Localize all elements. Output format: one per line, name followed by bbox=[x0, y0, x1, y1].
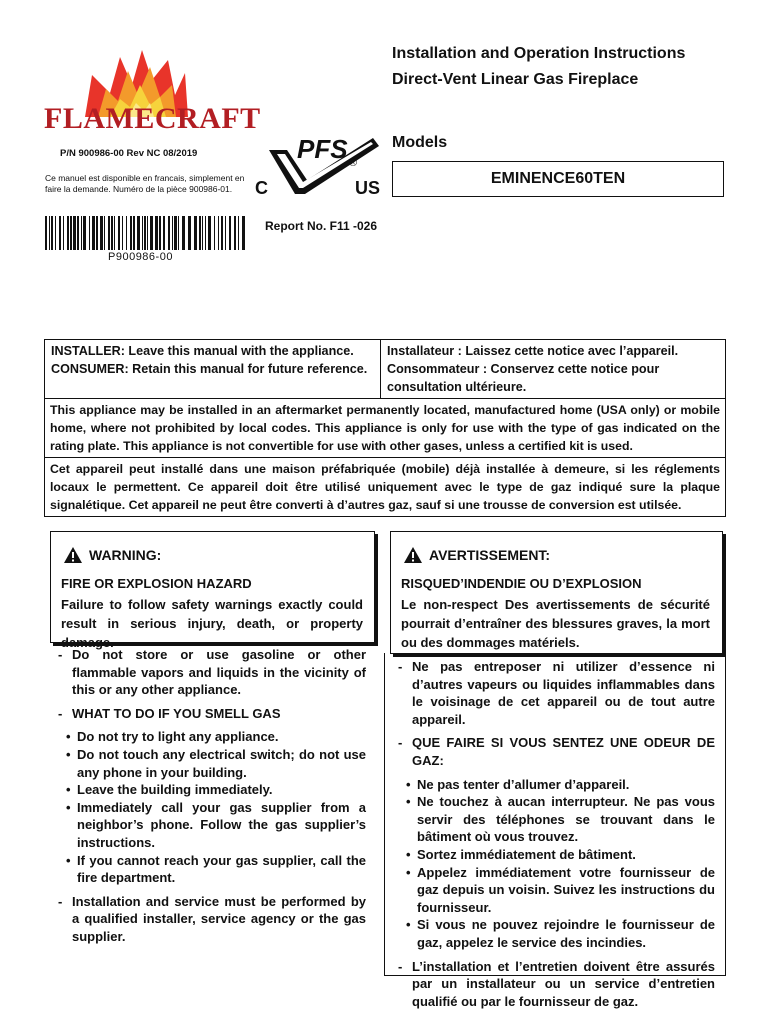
list-item-text: L’installation et l’entretien doivent être assurés par un installateur ou un service d’entretien qualifié ou par le fournisseur de gaz. bbox=[412, 958, 715, 1009]
manufactured-home-notice-fr: Cet appareil peut installé dans une maison préfabriquée (mobile) déjà installée à demeure, si les réglements locaux le permettent. Ce appareil doit être utilisé uniquement avec le type de gaz indiqué sure la plaque signalétique. Cet appareil ne peut être converti à d’autres gaz, sauf si une trousse de conversion est utilsée. bbox=[50, 462, 720, 512]
warning-text-en: Failure to follow safety warnings exactly could result in serious injury, death, or property damage. bbox=[61, 597, 363, 650]
bullet-item: • Leave the building immediately. bbox=[58, 781, 366, 799]
warning-subheading-fr: RISQUED’INDENDIE OU D’EXPLOSION bbox=[401, 576, 642, 591]
list-item: - Ne pas entreposer ni utilizer d’essence ni d’autres vapeurs ou liquides inflammables dans le voisinage de cet appareil ou de tout autre appareil. bbox=[398, 659, 715, 727]
bullet-item: • Si vous ne pouvez rejoindre le fournisseur de gaz, appelez le service des incindies. bbox=[406, 917, 715, 950]
manufactured-home-row-en bbox=[45, 399, 725, 458]
models-label: Models bbox=[392, 134, 448, 151]
title-line-2: Direct-Vent Linear Gas Fireplace bbox=[392, 71, 639, 88]
registered-mark: ® bbox=[349, 157, 358, 169]
list-item: - L’installation et l’entretien doivent être assurés par un installateur ou un service d’entretien qualifié ou par le fournisseur de gaz. bbox=[398, 958, 715, 1009]
warning-subheading-en: FIRE OR EXPLOSION HAZARD bbox=[61, 576, 252, 591]
list-item-text: QUE FAIRE SI VOUS SENTEZ UNE ODEUR DE GAZ: bbox=[412, 735, 715, 768]
bullet-text: Do not try to light any appliance. bbox=[77, 729, 279, 745]
list-item: - WHAT TO DO IF YOU SMELL GAS bbox=[58, 705, 366, 723]
report-number: Report No. F11 -026 bbox=[265, 219, 378, 233]
list-item: - Do not store or use gasoline or other flammable vapors and liquids in the vicinity of this or any other appliance. bbox=[58, 647, 366, 698]
bullet-text: Appelez immédiatement votre fournisseur de gaz depuis un voisin. Suivez les instructions du fournisseur. bbox=[417, 864, 715, 915]
warning-list-fr bbox=[398, 658, 715, 1010]
list-item-text: Installation and service must be performed by a qualified installer, service agency or the gas supplier. bbox=[72, 893, 366, 944]
model-name: EMINENCE60TEN bbox=[490, 170, 626, 187]
bullet-item: • Immediately call your gas supplier from a neighbor’s phone. Follow the gas supplier’s instructions. bbox=[66, 799, 366, 850]
installer-notice-en: INSTALLER: Leave this manual with the appliance. CONSUMER: Retain this manual for future reference. bbox=[45, 340, 381, 398]
warning-heading-fr bbox=[403, 546, 550, 564]
bullet-text: Sortez immédiatement de bâtiment. bbox=[417, 846, 636, 862]
french-availability-note: Ce manuel est disponible en francais, simplement en faire la demande. Numéro de la pièce 900986-01. bbox=[45, 173, 245, 194]
warning-heading-en bbox=[63, 546, 161, 564]
bullet-text: Immediately call your gas supplier from a neighbor’s phone. Follow the gas supplier’s instructions. bbox=[77, 799, 366, 850]
bullet-item: • Do not try to light any appliance. bbox=[58, 728, 366, 746]
installer-notice-fr: Installateur : Laissez cette notice avec l’appareil. Consommateur : Conservez cette notice pour consultation ultérieure. bbox=[387, 344, 679, 394]
pfs-certification-icon bbox=[255, 136, 385, 198]
bullet-text: Leave the building immediately. bbox=[77, 782, 273, 798]
cert-letter-c: C bbox=[255, 178, 268, 198]
bullet-item: • Sortez immédiatement de bâtiment. bbox=[398, 846, 715, 864]
model-name-box bbox=[392, 161, 724, 197]
barcode-icon bbox=[45, 216, 245, 250]
bullet-text: Ne touchez à aucan interrupteur. Ne pas vous servir des téléphones se trouvant dans le bâtiment où vous trouvez. bbox=[417, 794, 715, 845]
bullet-item: • Ne touchez à aucan interrupteur. Ne pas vous servir des téléphones se trouvant dans le bâtiment où vous trouvez. bbox=[406, 794, 715, 845]
title-line-1: Installation and Operation Instructions bbox=[392, 45, 686, 62]
list-item-text: WHAT TO DO IF YOU SMELL GAS bbox=[72, 705, 281, 721]
warning-box-fr bbox=[390, 531, 723, 654]
barcode-text: P900986-00 bbox=[108, 251, 173, 263]
installer-notice-table bbox=[44, 339, 726, 517]
warning-box-en bbox=[50, 531, 375, 650]
bullet-text: Si vous ne pouvez rejoindre le fournisseur de gaz, appelez le service des incindies. bbox=[417, 917, 715, 950]
bullet-text: Do not touch any electrical switch; do not use any phone in your building. bbox=[77, 746, 366, 780]
pfs-text: PFS bbox=[297, 136, 348, 164]
bullet-item: • Ne pas tenter d’allumer d’appareil. bbox=[398, 776, 715, 794]
list-item-text: Do not store or use gasoline or other flammable vapors and liquids in the vicinity of this or any other appliance. bbox=[72, 647, 366, 698]
bullet-item: • Do not touch any electrical switch; do not use any phone in your building. bbox=[66, 746, 366, 780]
bullet-text: If you cannot reach your gas supplier, call the fire department. bbox=[77, 852, 366, 886]
list-item: - Installation and service must be performed by a qualified installer, service agency or the gas supplier. bbox=[58, 893, 366, 944]
bullet-text: Ne pas tenter d’allumer d’appareil. bbox=[417, 776, 630, 792]
brand-name: FLAMECRAFT bbox=[44, 102, 261, 135]
manufactured-home-row-fr bbox=[45, 458, 725, 516]
part-number: P/N 900986-00 Rev NC 08/2019 bbox=[60, 148, 198, 159]
warning-text-fr: Le non-respect Des avertissements de sécurité pourrait d’entraîner des blessures graves, la mort ou des dommages matériels. bbox=[401, 597, 710, 650]
manufactured-home-notice-en: This appliance may be installed in an aftermarket permanently located, manufactured home (USA only) or mobile home, where not prohibited by local codes. This appliance is only for use with the type of gas indicated on the rating plate. This appliance is not convertible for use with other gases, unless a certified kit is used. bbox=[50, 403, 720, 453]
warning-heading-text-fr: AVERTISSEMENT: bbox=[429, 547, 551, 563]
bullet-item: • If you cannot reach your gas supplier, call the fire department. bbox=[66, 852, 366, 886]
warning-triangle-icon bbox=[63, 546, 83, 564]
installer-notice-row bbox=[45, 340, 725, 399]
warning-triangle-icon bbox=[403, 546, 423, 564]
warning-heading-text-en: WARNING: bbox=[89, 547, 162, 563]
list-item: - QUE FAIRE SI VOUS SENTEZ UNE ODEUR DE GAZ: bbox=[398, 735, 715, 768]
cert-letter-us: US bbox=[355, 178, 381, 198]
warning-list-en bbox=[58, 646, 366, 946]
bullet-item: • Appelez immédiatement votre fournisseur de gaz depuis un voisin. Suivez les instructions du fournisseur. bbox=[406, 864, 715, 915]
list-item-text: Ne pas entreposer ni utilizer d’essence ni d’autres vapeurs ou liquides inflammables dans le voisinage de cet appareil ou de tout autre appareil. bbox=[412, 659, 715, 727]
